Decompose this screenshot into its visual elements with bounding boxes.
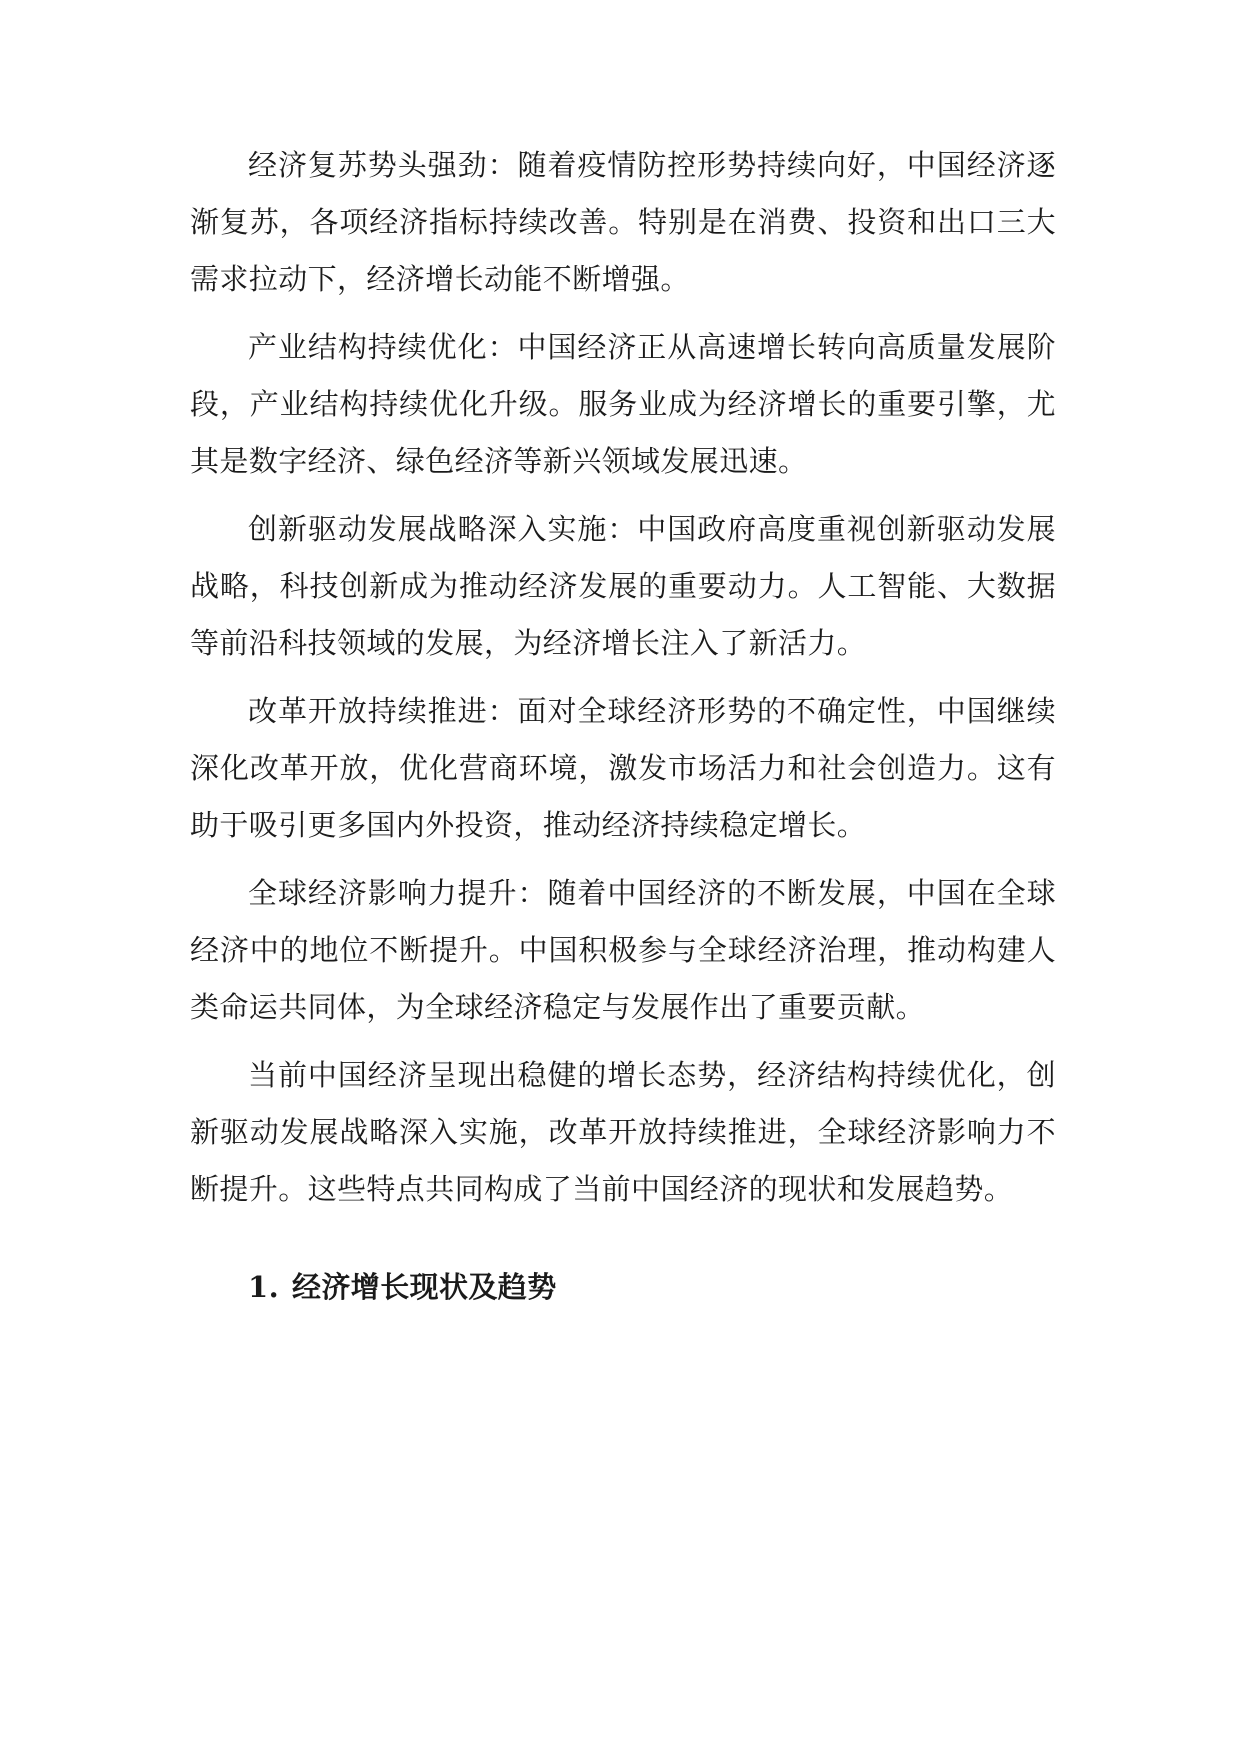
paragraph-innovation-strategy: 创新驱动发展战略深入实施：中国政府高度重视创新驱动发展战略，科技创新成为推动经济发展的重要动力。人工智能、大数据等前沿科技领域的发展，为经济增长注入了新活力。 <box>190 512 1056 660</box>
section-heading-title: 经济增长现状及趋势 <box>292 1270 557 1304</box>
section-heading <box>190 1259 1056 1316</box>
paragraph-economic-recovery: 经济复苏势头强劲：随着疫情防控形势持续向好，中国经济逐渐复苏，各项经济指标持续改善。特别是在消费、投资和出口三大需求拉动下，经济增长动能不断增强。 <box>190 148 1056 296</box>
document-body <box>190 137 1056 1316</box>
paragraph-summary: 当前中国经济呈现出稳健的增长态势，经济结构持续优化，创新驱动发展战略深入实施，改革开放持续推进，全球经济影响力不断提升。这些特点共同构成了当前中国经济的现状和发展趋势。 <box>190 1058 1056 1206</box>
paragraph-industrial-structure: 产业结构持续优化：中国经济正从高速增长转向高质量发展阶段，产业结构持续优化升级。服务业成为经济增长的重要引擎，尤其是数字经济、绿色经济等新兴领域发展迅速。 <box>190 330 1056 478</box>
paragraph-global-influence: 全球经济影响力提升：随着中国经济的不断发展，中国在全球经济中的地位不断提升。中国积极参与全球经济治理，推动构建人类命运共同体，为全球经济稳定与发展作出了重要贡献。 <box>190 876 1056 1024</box>
section-heading-number: 1. <box>248 1270 280 1304</box>
paragraph-reform-opening: 改革开放持续推进：面对全球经济形势的不确定性，中国继续深化改革开放，优化营商环境，激发市场活力和社会创造力。这有助于吸引更多国内外投资，推动经济持续稳定增长。 <box>190 694 1056 842</box>
